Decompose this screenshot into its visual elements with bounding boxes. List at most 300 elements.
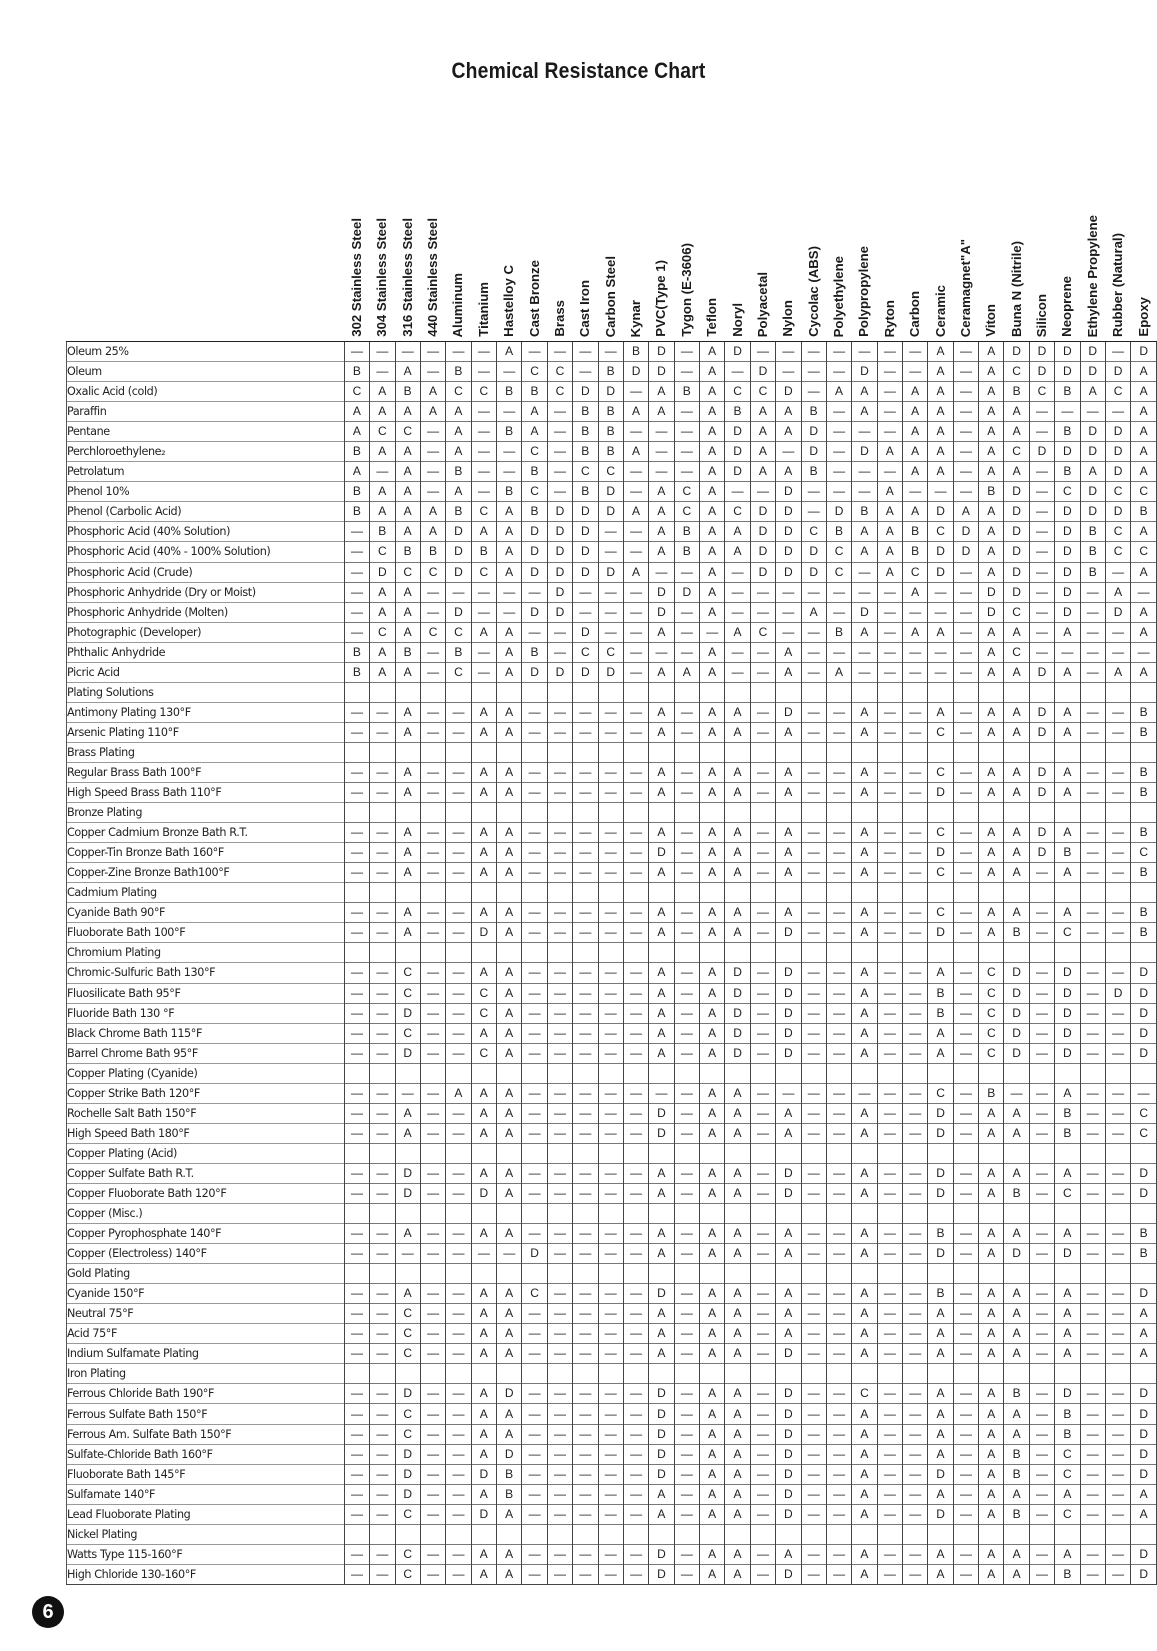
rating-cell — [674, 682, 699, 702]
rating-cell: A — [395, 722, 420, 742]
rating-cell: A — [1131, 442, 1157, 462]
rating-cell — [1080, 1204, 1105, 1224]
rating-cell: — — [877, 1304, 902, 1324]
rating-cell: — — [877, 1504, 902, 1524]
rating-cell — [649, 1204, 674, 1224]
rating-cell: — — [623, 1424, 648, 1444]
rating-cell: — — [370, 1544, 395, 1564]
chemical-row — [67, 562, 1157, 582]
rating-cell: — — [344, 1244, 369, 1264]
chemical-row — [67, 742, 1157, 762]
rating-cell: — — [497, 402, 522, 422]
rating-cell: D — [1055, 983, 1080, 1003]
rating-cell: — — [420, 442, 445, 462]
rating-cell: — — [801, 1564, 826, 1584]
rating-cell: D — [1080, 502, 1105, 522]
rating-cell: — — [674, 1003, 699, 1023]
chemical-row — [67, 502, 1157, 522]
rating-cell: A — [395, 702, 420, 722]
rating-cell — [776, 943, 801, 963]
rating-cell: — — [1105, 1384, 1130, 1404]
rating-cell — [522, 1524, 547, 1544]
rating-cell — [1080, 943, 1105, 963]
rating-cell: — — [1080, 1384, 1105, 1404]
material-column-header — [776, 175, 801, 342]
rating-cell: — — [370, 1123, 395, 1143]
rating-cell: B — [1004, 382, 1029, 402]
rating-cell: — — [826, 362, 851, 382]
rating-cell — [649, 803, 674, 823]
rating-cell — [903, 742, 928, 762]
rating-cell — [1131, 1364, 1157, 1384]
rating-cell: — — [446, 963, 471, 983]
page-number-badge: 6 — [32, 1596, 64, 1628]
rating-cell — [801, 1143, 826, 1163]
rating-cell — [979, 742, 1004, 762]
rating-cell: A — [497, 823, 522, 843]
rating-cell: — — [547, 1464, 572, 1484]
rating-cell: — — [420, 1424, 445, 1444]
rating-cell: A — [497, 843, 522, 863]
rating-cell: — — [344, 1544, 369, 1564]
rating-cell: A — [497, 1224, 522, 1244]
rating-cell: — — [344, 522, 369, 542]
rating-cell — [1080, 742, 1105, 762]
rating-cell: A — [1131, 1484, 1157, 1504]
rating-cell: D — [776, 983, 801, 1003]
chemical-name: Nickel Plating — [67, 1524, 345, 1544]
rating-cell: D — [1131, 1444, 1157, 1464]
rating-cell: D — [1080, 362, 1105, 382]
rating-cell: A — [979, 1344, 1004, 1364]
rating-cell: — — [573, 1083, 598, 1103]
rating-cell: — — [877, 1464, 902, 1484]
rating-cell: — — [953, 983, 978, 1003]
material-label: Noryl — [729, 303, 745, 337]
rating-cell — [979, 1063, 1004, 1083]
rating-cell: — — [1029, 1324, 1054, 1344]
rating-cell: — — [344, 1344, 369, 1364]
rating-cell: A — [700, 382, 725, 402]
rating-cell: — — [598, 762, 623, 782]
rating-cell: — — [750, 1284, 775, 1304]
rating-cell: A — [700, 422, 725, 442]
rating-cell: — — [1105, 1484, 1130, 1504]
rating-cell — [344, 742, 369, 762]
rating-cell: C — [395, 1404, 420, 1424]
rating-cell — [547, 1264, 572, 1284]
rating-cell: — — [1029, 1404, 1054, 1424]
rating-cell: — — [877, 1023, 902, 1043]
rating-cell — [471, 742, 496, 762]
rating-cell: — — [903, 1163, 928, 1183]
rating-cell — [725, 943, 750, 963]
material-column-header — [1029, 175, 1054, 342]
rating-cell: — — [1029, 1123, 1054, 1143]
rating-cell: A — [471, 1163, 496, 1183]
rating-cell: — — [522, 1023, 547, 1043]
rating-cell — [497, 1264, 522, 1284]
rating-cell: — — [801, 843, 826, 863]
rating-cell: — — [801, 1023, 826, 1043]
rating-cell: — — [877, 843, 902, 863]
rating-cell — [1105, 1264, 1130, 1284]
rating-cell: — — [623, 662, 648, 682]
rating-cell: B — [497, 382, 522, 402]
rating-cell: — — [1105, 642, 1130, 662]
rating-cell: — — [674, 823, 699, 843]
material-label: Tygon (E-3606) — [678, 243, 694, 337]
rating-cell: A — [471, 1444, 496, 1464]
rating-cell: — — [623, 1444, 648, 1464]
chemical-row — [67, 1404, 1157, 1424]
rating-cell: — — [446, 1504, 471, 1524]
rating-cell: — — [674, 642, 699, 662]
rating-cell: A — [776, 402, 801, 422]
rating-cell: — — [420, 1003, 445, 1023]
rating-cell: — — [903, 783, 928, 803]
rating-cell: — — [522, 1344, 547, 1364]
rating-cell — [928, 742, 953, 762]
rating-cell: D — [649, 843, 674, 863]
rating-cell — [370, 682, 395, 702]
rating-cell: C — [801, 522, 826, 542]
rating-cell: B — [928, 1224, 953, 1244]
rating-cell: A — [522, 422, 547, 442]
rating-cell: — — [903, 762, 928, 782]
rating-cell: B — [1004, 1183, 1029, 1203]
chemical-name: Phosphoric Acid (40% Solution) — [67, 522, 345, 542]
rating-cell: — — [953, 342, 978, 362]
rating-cell — [826, 1204, 851, 1224]
rating-cell: A — [776, 422, 801, 442]
rating-cell — [877, 803, 902, 823]
rating-cell: A — [852, 382, 877, 402]
rating-cell: A — [852, 1183, 877, 1203]
rating-cell: — — [1029, 863, 1054, 883]
rating-cell: D — [598, 502, 623, 522]
rating-cell — [801, 1264, 826, 1284]
rating-cell: D — [776, 522, 801, 542]
rating-cell — [497, 742, 522, 762]
rating-cell: D — [649, 1564, 674, 1584]
rating-cell — [1131, 1143, 1157, 1163]
rating-cell: — — [420, 1444, 445, 1464]
rating-cell: — — [1105, 762, 1130, 782]
rating-cell — [1004, 682, 1029, 702]
rating-cell: B — [1131, 783, 1157, 803]
rating-cell: — — [1080, 582, 1105, 602]
rating-cell: — — [953, 1183, 978, 1203]
rating-cell: — — [674, 362, 699, 382]
rating-cell — [700, 1264, 725, 1284]
rating-cell — [1105, 883, 1130, 903]
rating-cell: A — [471, 1304, 496, 1324]
rating-cell: C — [750, 382, 775, 402]
rating-cell: — — [1105, 402, 1130, 422]
rating-cell: — — [903, 963, 928, 983]
rating-cell: — — [877, 1163, 902, 1183]
rating-cell: — — [674, 422, 699, 442]
chemical-row — [67, 342, 1157, 362]
rating-cell: A — [700, 1183, 725, 1203]
rating-cell: — — [522, 1083, 547, 1103]
rating-cell: A — [700, 1123, 725, 1143]
rating-cell: A — [928, 462, 953, 482]
rating-cell: — — [1080, 863, 1105, 883]
rating-cell: D — [725, 963, 750, 983]
rating-cell: A — [852, 843, 877, 863]
rating-cell: B — [573, 402, 598, 422]
rating-cell — [877, 883, 902, 903]
rating-cell: A — [649, 1183, 674, 1203]
rating-cell — [395, 1264, 420, 1284]
rating-cell: D — [801, 562, 826, 582]
rating-cell: D — [573, 542, 598, 562]
chemical-row — [67, 1324, 1157, 1344]
rating-cell: — — [547, 1224, 572, 1244]
rating-cell: A — [852, 1424, 877, 1444]
rating-cell: A — [471, 963, 496, 983]
chemical-name: Sulfate-Chloride Bath 160°F — [67, 1444, 345, 1464]
rating-cell — [674, 742, 699, 762]
rating-cell: A — [725, 622, 750, 642]
rating-cell: B — [1131, 1224, 1157, 1244]
rating-cell: — — [1029, 1244, 1054, 1264]
rating-cell: B — [446, 362, 471, 382]
rating-cell: A — [623, 502, 648, 522]
rating-cell: A — [979, 382, 1004, 402]
rating-cell: — — [674, 1424, 699, 1444]
rating-cell: — — [370, 1023, 395, 1043]
rating-cell: A — [1055, 1284, 1080, 1304]
chemical-row — [67, 1163, 1157, 1183]
rating-cell — [1004, 943, 1029, 963]
rating-cell: — — [446, 1484, 471, 1504]
rating-cell: A — [928, 342, 953, 362]
rating-cell — [1080, 682, 1105, 702]
rating-cell: A — [649, 963, 674, 983]
rating-cell: — — [826, 1224, 851, 1244]
rating-cell: — — [877, 923, 902, 943]
rating-cell — [953, 1364, 978, 1384]
rating-cell: B — [522, 462, 547, 482]
rating-cell: A — [395, 903, 420, 923]
rating-cell — [674, 1264, 699, 1284]
rating-cell: — — [1080, 722, 1105, 742]
chemical-row — [67, 1424, 1157, 1444]
rating-cell: C — [598, 642, 623, 662]
rating-cell: D — [928, 1464, 953, 1484]
rating-cell: A — [903, 582, 928, 602]
rating-cell: — — [801, 1344, 826, 1364]
rating-cell: — — [623, 1344, 648, 1364]
rating-cell: A — [344, 422, 369, 442]
rating-cell: — — [446, 1123, 471, 1143]
rating-cell: A — [750, 442, 775, 462]
rating-cell: — — [750, 843, 775, 863]
chemical-name: Ferrous Am. Sulfate Bath 150°F — [67, 1424, 345, 1444]
rating-cell: — — [674, 1103, 699, 1123]
rating-cell: A — [877, 482, 902, 502]
rating-cell: — — [573, 903, 598, 923]
rating-cell: D — [1055, 502, 1080, 522]
rating-cell: A — [395, 843, 420, 863]
rating-cell: — — [420, 1043, 445, 1063]
rating-cell: — — [801, 482, 826, 502]
rating-cell: — — [598, 1344, 623, 1364]
rating-cell: C — [928, 1083, 953, 1103]
rating-cell: C — [547, 382, 572, 402]
rating-cell: D — [725, 1043, 750, 1063]
rating-cell — [801, 883, 826, 903]
rating-cell — [903, 943, 928, 963]
rating-cell: — — [370, 1244, 395, 1264]
rating-cell: — — [446, 1424, 471, 1444]
material-label: Ryton — [881, 299, 897, 337]
rating-cell: A — [903, 442, 928, 462]
rating-cell: C — [674, 482, 699, 502]
rating-cell: A — [497, 1404, 522, 1424]
material-column-header — [395, 175, 420, 342]
rating-cell: C — [979, 1003, 1004, 1023]
rating-cell: A — [497, 342, 522, 362]
rating-cell: A — [725, 903, 750, 923]
rating-cell: — — [1029, 1163, 1054, 1183]
rating-cell: D — [547, 562, 572, 582]
rating-cell: A — [1004, 622, 1029, 642]
rating-cell: — — [623, 1484, 648, 1504]
rating-cell: A — [1131, 602, 1157, 622]
rating-cell: — — [903, 642, 928, 662]
rating-cell: A — [928, 442, 953, 462]
rating-cell — [1080, 1143, 1105, 1163]
rating-cell — [725, 883, 750, 903]
rating-cell: C — [979, 1023, 1004, 1043]
rating-cell: A — [700, 783, 725, 803]
rating-cell: D — [649, 342, 674, 362]
material-column-header — [1105, 175, 1130, 342]
rating-cell: — — [928, 662, 953, 682]
rating-cell: — — [1080, 823, 1105, 843]
rating-cell: A — [649, 1304, 674, 1324]
rating-cell — [1004, 1264, 1029, 1284]
rating-cell: — — [776, 1083, 801, 1103]
rating-cell: A — [903, 502, 928, 522]
rating-cell: A — [852, 1023, 877, 1043]
rating-cell: A — [979, 662, 1004, 682]
rating-cell: — — [1080, 963, 1105, 983]
rating-cell: C — [826, 562, 851, 582]
rating-cell: D — [776, 1384, 801, 1404]
rating-cell: — — [953, 1564, 978, 1584]
rating-cell: — — [1029, 1103, 1054, 1123]
rating-cell: — — [1029, 1544, 1054, 1564]
rating-cell — [953, 742, 978, 762]
chemical-row — [67, 1544, 1157, 1564]
rating-cell: — — [446, 722, 471, 742]
rating-cell: A — [852, 622, 877, 642]
rating-cell: — — [1029, 402, 1054, 422]
rating-cell: C — [395, 422, 420, 442]
rating-cell: A — [471, 1404, 496, 1424]
rating-cell — [598, 1063, 623, 1083]
rating-cell: — — [1029, 542, 1054, 562]
rating-cell: — — [623, 1504, 648, 1524]
rating-cell: — — [623, 1123, 648, 1143]
rating-cell: A — [700, 1404, 725, 1424]
rating-cell: — — [446, 582, 471, 602]
rating-cell: — — [1055, 402, 1080, 422]
rating-cell: — — [344, 1324, 369, 1344]
chemical-row — [67, 702, 1157, 722]
rating-cell — [1029, 803, 1054, 823]
rating-cell: B — [725, 402, 750, 422]
rating-cell: A — [700, 1464, 725, 1484]
rating-cell: A — [725, 702, 750, 722]
rating-cell: — — [1029, 983, 1054, 1003]
rating-cell: D — [446, 542, 471, 562]
rating-cell: — — [623, 1224, 648, 1244]
rating-cell: — — [750, 1304, 775, 1324]
rating-cell: — — [953, 1284, 978, 1304]
rating-cell: — — [877, 342, 902, 362]
rating-cell: C — [522, 1284, 547, 1304]
rating-cell: A — [1004, 1304, 1029, 1324]
chemical-row — [67, 1484, 1157, 1504]
rating-cell: D — [776, 1003, 801, 1023]
rating-cell: C — [1004, 362, 1029, 382]
rating-cell: — — [573, 1043, 598, 1063]
rating-cell: D — [1131, 342, 1157, 362]
material-label: Silicon — [1034, 293, 1050, 337]
rating-cell — [573, 883, 598, 903]
rating-cell: — — [344, 1163, 369, 1183]
rating-cell: — — [1105, 1304, 1130, 1324]
rating-cell: — — [446, 1224, 471, 1244]
rating-cell: — — [903, 1023, 928, 1043]
rating-cell: C — [1055, 1464, 1080, 1484]
rating-cell — [750, 803, 775, 823]
rating-cell — [598, 1364, 623, 1384]
rating-cell — [700, 803, 725, 823]
rating-cell: — — [877, 1183, 902, 1203]
rating-cell — [826, 1524, 851, 1544]
rating-cell: A — [649, 1244, 674, 1264]
rating-cell: D — [649, 1444, 674, 1464]
rating-cell — [1131, 943, 1157, 963]
rating-cell — [344, 883, 369, 903]
rating-cell: — — [344, 1023, 369, 1043]
rating-cell: A — [649, 1484, 674, 1504]
rating-cell: D — [598, 562, 623, 582]
chemical-row — [67, 1023, 1157, 1043]
rating-cell: — — [1105, 1464, 1130, 1484]
chemical-row — [67, 402, 1157, 422]
rating-cell: A — [395, 602, 420, 622]
rating-cell — [573, 1204, 598, 1224]
chemical-name: Indium Sulfamate Plating — [67, 1344, 345, 1364]
rating-cell: B — [1055, 1123, 1080, 1143]
rating-cell: A — [370, 482, 395, 502]
rating-cell: D — [547, 582, 572, 602]
rating-cell: C — [1131, 542, 1157, 562]
rating-cell: — — [674, 1123, 699, 1143]
rating-cell: B — [522, 502, 547, 522]
rating-cell: — — [547, 823, 572, 843]
material-column-header — [852, 175, 877, 342]
rating-cell: D — [573, 622, 598, 642]
